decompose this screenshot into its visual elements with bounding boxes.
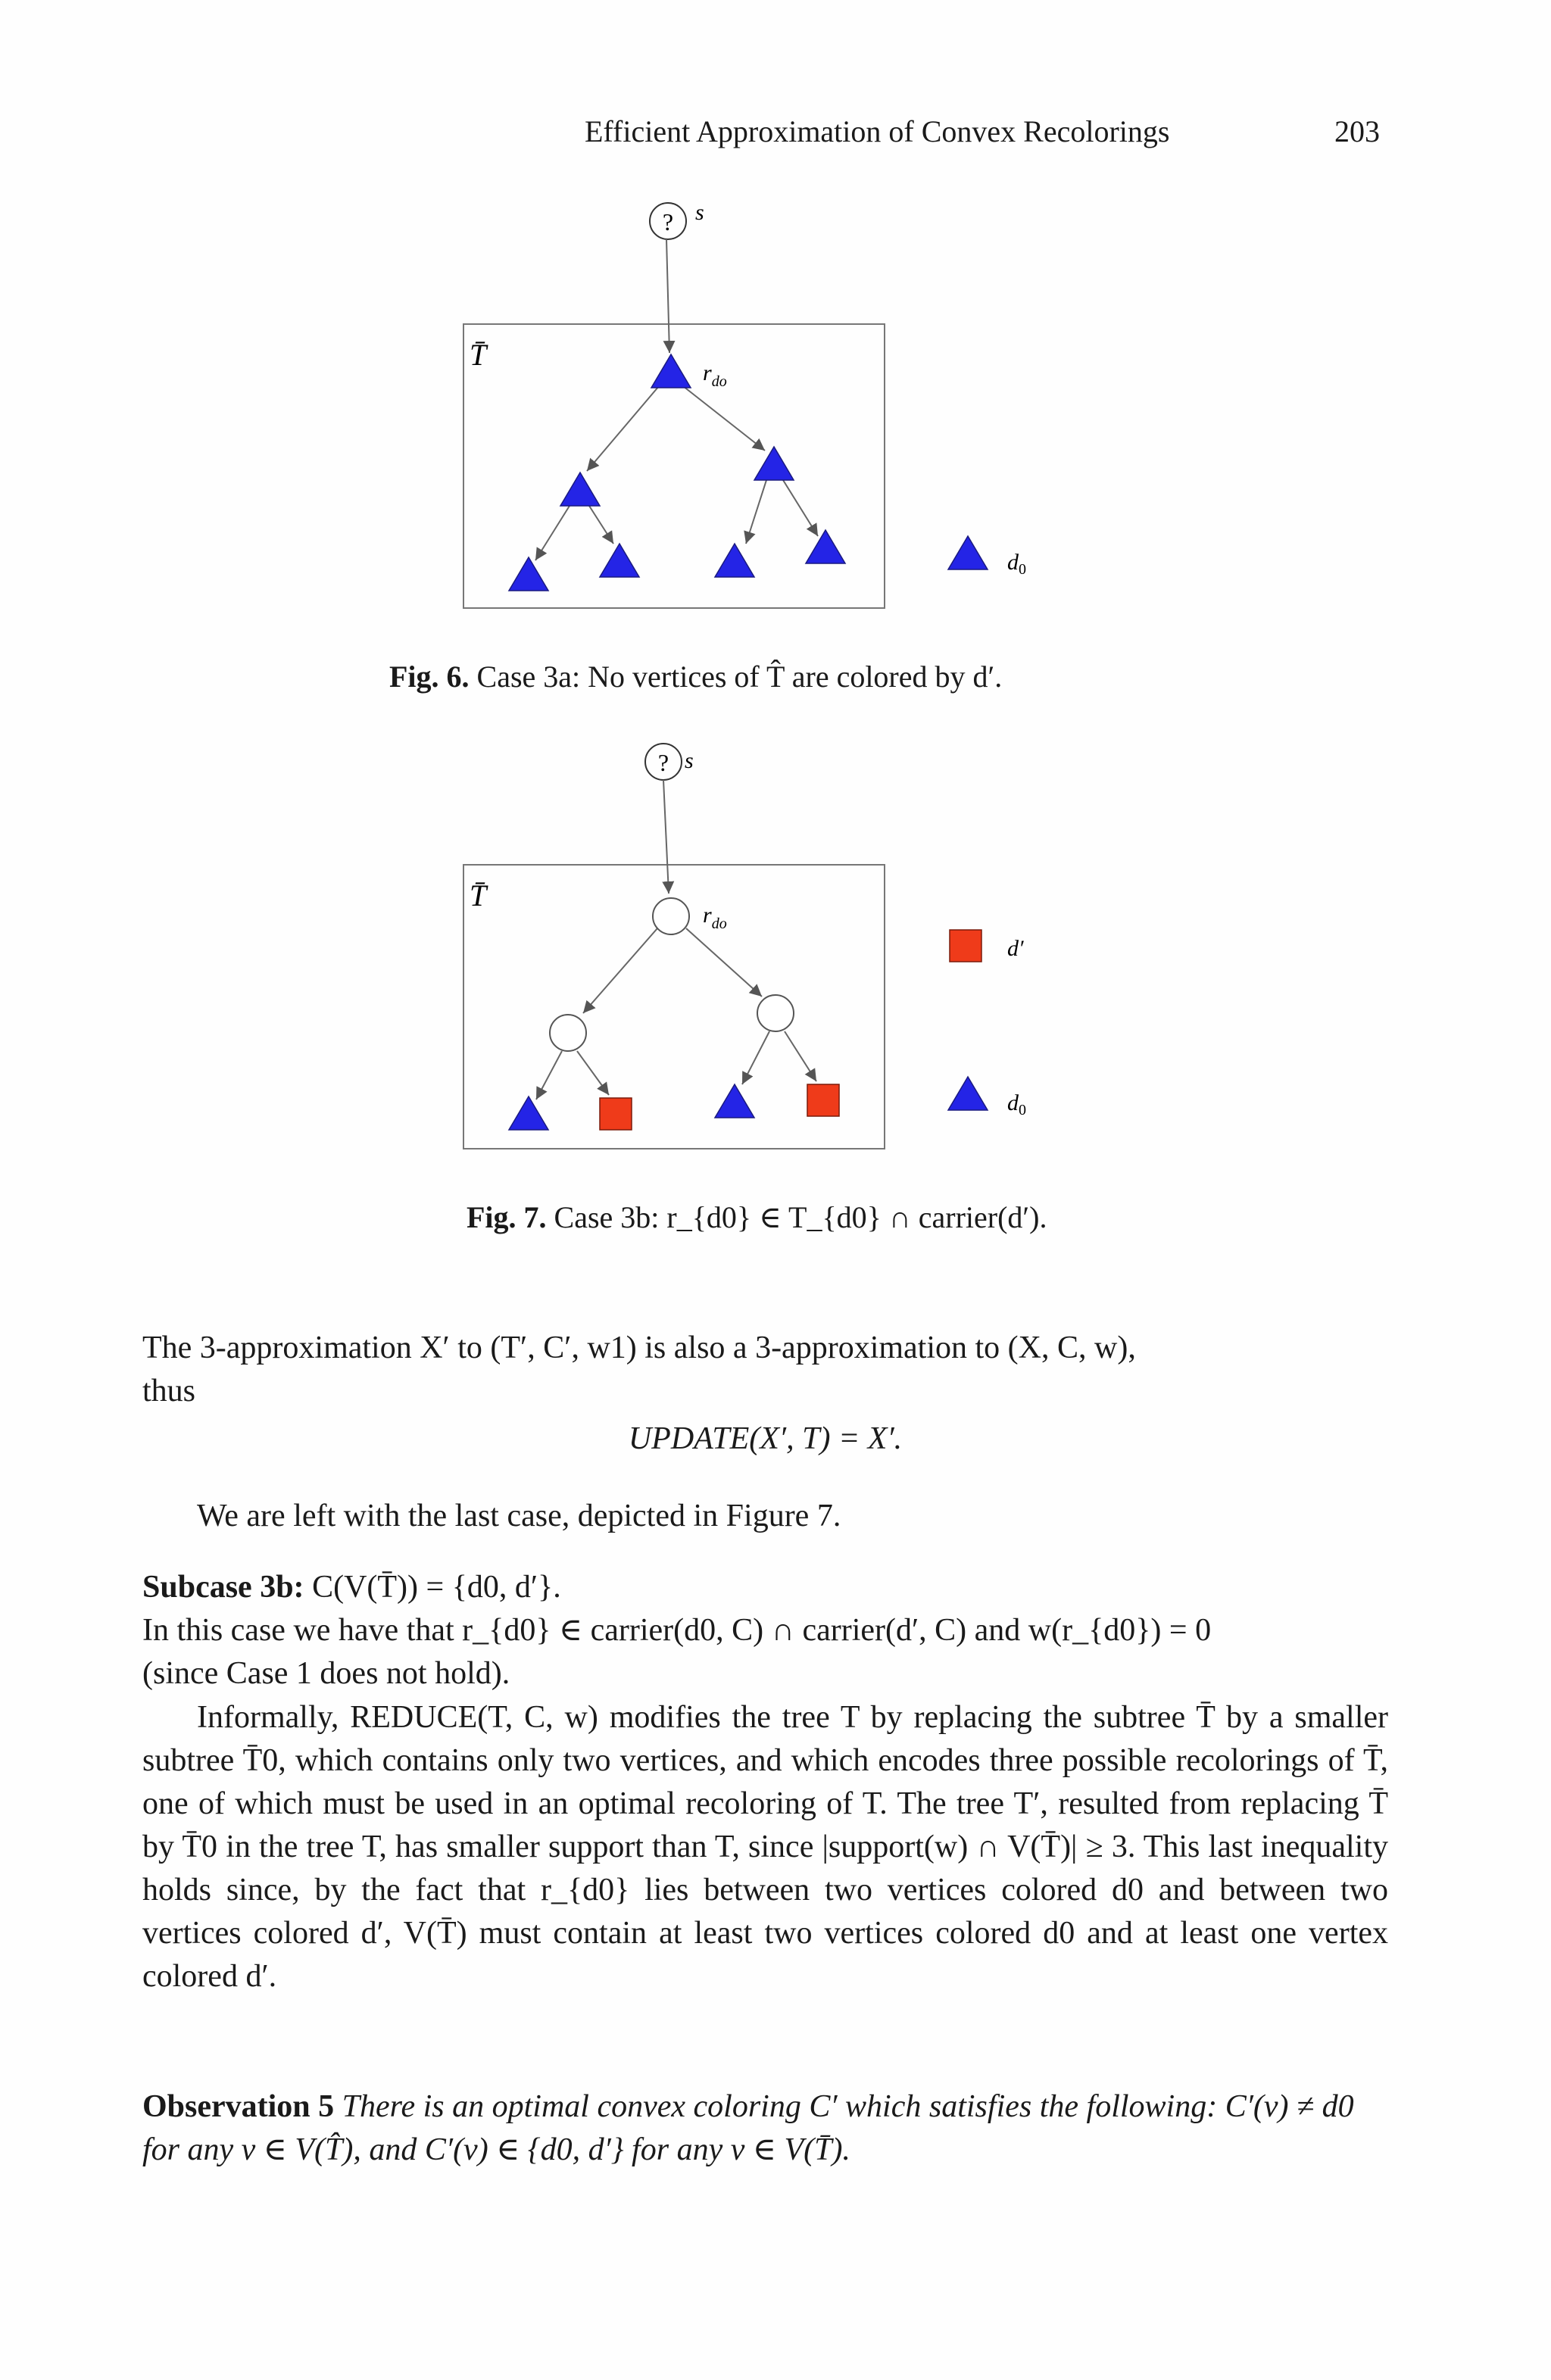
figure-7-caption-text: Case 3b: r_{d0} ∈ T_{d0} ∩ carrier(d′). — [554, 1200, 1047, 1234]
figure-6-caption-text: Case 3a: No vertices of T̂ are colored by d′. — [476, 660, 1003, 694]
uncolored-vertex — [757, 995, 794, 1031]
subcase-heading-line — [142, 1566, 1388, 1609]
legend-square — [950, 930, 981, 962]
paragraph-last-case — [142, 1495, 1388, 1538]
subcase-heading: Subcase 3b: — [142, 1570, 304, 1605]
root-symbol: ? — [657, 749, 669, 776]
page-number: 203 — [1334, 114, 1380, 148]
root-label: s — [695, 200, 704, 225]
paragraph-line: In this case we have that r_{d0} ∈ carrier(d0, C) ∩ carrier(d′, C) and w(r_{d0}) = 0 — [142, 1613, 1212, 1648]
figure-7-caption — [467, 1199, 1047, 1235]
square-vertex — [807, 1084, 839, 1116]
observation-5 — [142, 2085, 1388, 2172]
observation-heading: Observation 5 — [142, 2089, 335, 2124]
uncolored-vertex — [653, 898, 689, 934]
triangle-vertex — [509, 1096, 548, 1130]
running-header-title: Efficient Approximation of Convex Recolorings — [585, 114, 1170, 148]
subcase-block — [142, 1566, 1388, 1695]
figure-7-caption-label: Fig. 7. — [467, 1200, 547, 1234]
display-equation: UPDATE(X′, T) = X′. — [628, 1421, 903, 1456]
root-symbol: ? — [662, 208, 674, 236]
box-label: T̄ — [470, 878, 487, 912]
paragraph-informally: Informally, REDUCE(T, C, w) modifies the tree T by replacing the subtree T̄ by a smaller subtree T̄0, which contains only two vertices, and which encodes three possible recolorings of T̄, one of which must be used in an optimal recoloring of T. The tree T′, resulted from replacing T̄ by T̄0 in the tree T, has smaller support than T, since |support(w) ∩ V(T̄)| ≥ 3. This last inequality holds since, by the fact that r_{d0} lies between two vertices colored d0 and between two vertices colored d′, V(T̄) must contain at least two vertices colored d0 and at least one vertex colored d′. — [142, 1700, 1388, 1994]
paragraph-text: We are left with the last case, depicted in Figure 7. — [197, 1499, 841, 1533]
legend-label: $d_0$ — [1007, 550, 1026, 578]
paragraph-line: The 3-approximation X′ to (T′, C′, w1) is also a 3-approximation to (X, C, w), — [142, 1330, 1136, 1365]
paragraph-approximation — [142, 1327, 1388, 1413]
paragraph-line: (since Case 1 does not hold). — [142, 1656, 510, 1691]
paragraph-line: thus — [142, 1374, 196, 1408]
subroot-label: $r_{do}$ — [703, 360, 727, 390]
legend-label: $d_0$ — [1007, 1090, 1026, 1118]
box-label: T̄ — [470, 338, 487, 372]
legend-triangle — [948, 1077, 988, 1110]
subcase-formula: C(V(T̄)) = {d0, d′}. — [312, 1570, 561, 1605]
figure-6-caption-label: Fig. 6. — [389, 660, 470, 694]
legend-label: d′ — [1007, 936, 1024, 961]
observation-text: There is an optimal convex coloring C′ which satisfies the following: C′(v) ≠ d0 for any v ∈ V(T̂), and C′(v) ∈ {d0, d′} for any v ∈ V(T̄). — [142, 2089, 1354, 2167]
subroot-label: $r_{do}$ — [703, 903, 727, 932]
triangle-vertex — [715, 1084, 754, 1118]
uncolored-vertex — [550, 1015, 586, 1051]
square-vertex — [600, 1098, 632, 1130]
root-label: s — [685, 748, 694, 773]
